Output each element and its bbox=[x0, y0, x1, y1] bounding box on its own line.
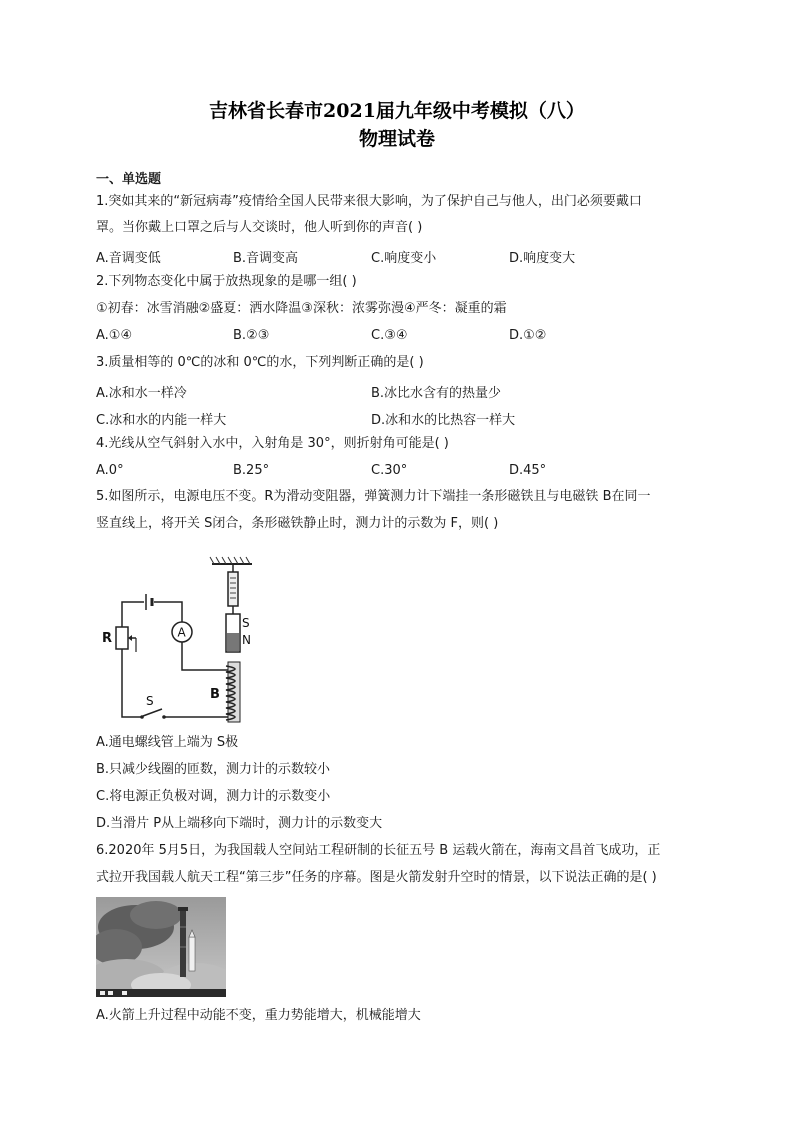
q2-option-c: C.③④ bbox=[371, 328, 408, 343]
q3-option-a: A.冰和水一样冷 bbox=[96, 386, 187, 401]
q2-option-d: D.①② bbox=[509, 328, 547, 343]
magnet-n-label: N bbox=[242, 633, 251, 647]
q1-option-a: A.音调变低 bbox=[96, 251, 161, 266]
q1-stem-line2: 罩。当你戴上口罩之后与人交谈时，他人听到你的声音( ) bbox=[96, 220, 423, 235]
q6-stem-line1: 6.2020年 5月5日，为我国载人空间站工程研制的长征五号 B 运载火箭在，海南文昌首飞成功，正 bbox=[96, 843, 661, 858]
q4-option-c: C.30° bbox=[371, 463, 408, 478]
q3-option-c: C.冰和水的内能一样大 bbox=[96, 413, 227, 428]
exam-title: 吉林省长春市2021届九年级中考模拟（八） bbox=[209, 100, 585, 122]
q1-option-b: B.音调变高 bbox=[233, 251, 299, 266]
switch-label: S bbox=[146, 694, 154, 708]
bar-magnet bbox=[226, 614, 240, 652]
q6-stem-line2: 式拉开我国载人航天工程“第三步”任务的序幕。图是火箭发射升空时的情景，以下说法正确的是( ) bbox=[96, 870, 657, 885]
q2-option-a: A.①④ bbox=[96, 328, 133, 343]
q3-option-b: B.冰比水含有的热量少 bbox=[371, 386, 502, 401]
q1-option-d: D.响度变大 bbox=[509, 251, 576, 266]
q1-stem-line1: 1.突如其来的“新冠病毒”疫情给全国人民带来很大影响，为了保护自己与他人，出门必须要戴口 bbox=[96, 194, 642, 209]
q5-option-d: D.当滑片 P从上端移向下端时，测力计的示数变大 bbox=[96, 816, 383, 831]
q3-option-d: D.冰和水的比热容一样大 bbox=[371, 413, 516, 428]
q5-stem-line2: 竖直线上，将开关 S闭合，条形磁铁静止时，测力计的示数为 F，则( ) bbox=[96, 516, 499, 531]
ceiling-support bbox=[210, 557, 252, 564]
q2-option-b: B.②③ bbox=[233, 328, 270, 343]
electromagnet-coil bbox=[226, 662, 240, 722]
rocket-launch-photo bbox=[96, 897, 226, 997]
magnet-s-label: S bbox=[242, 616, 250, 630]
q5-stem-line1: 5.如图所示，电源电压不变。R为滑动变阻器，弹簧测力计下端挂一条形磁铁且与电磁铁 B在同一 bbox=[96, 489, 651, 504]
switch-symbol bbox=[140, 709, 166, 719]
rheostat-symbol bbox=[116, 627, 136, 652]
q5-option-c: C.将电源正负极对调，测力计的示数变小 bbox=[96, 789, 331, 804]
circuit-diagram-figure bbox=[96, 552, 256, 724]
ammeter-label: A bbox=[177, 625, 186, 640]
q4-option-d: D.45° bbox=[509, 463, 547, 478]
q5-option-b: B.只减少线圈的匝数，测力计的示数较小 bbox=[96, 762, 331, 777]
electromagnet-label: B bbox=[210, 687, 220, 702]
q4-stem: 4.光线从空气斜射入水中，入射角是 30°，则折射角可能是( ) bbox=[96, 436, 449, 451]
q4-option-a: A.0° bbox=[96, 463, 124, 478]
q4-option-b: B.25° bbox=[233, 463, 270, 478]
q1-option-c: C.响度变小 bbox=[371, 251, 437, 266]
q2-stem-line1: 2.下列物态变化中属于放热现象的是哪一组( ) bbox=[96, 274, 357, 289]
q6-option-a: A.火箭上升过程中动能不变，重力势能增大，机械能增大 bbox=[96, 1008, 421, 1023]
spring-scale bbox=[228, 564, 238, 614]
exam-subtitle: 物理试卷 bbox=[358, 128, 435, 150]
q3-stem: 3.质量相等的 0℃的冰和 0℃的水，下列判断正确的是( ) bbox=[96, 355, 424, 370]
q2-stem-line2: ①初春：冰雪消融②盛夏：洒水降温③深秋：浓雾弥漫④严冬：凝重的霜 bbox=[96, 301, 507, 316]
rheostat-label: R bbox=[102, 631, 113, 646]
battery-symbol bbox=[146, 594, 152, 610]
q5-option-a: A.通电螺线管上端为 S极 bbox=[96, 735, 239, 750]
section-heading: 一、单选题 bbox=[96, 172, 162, 187]
